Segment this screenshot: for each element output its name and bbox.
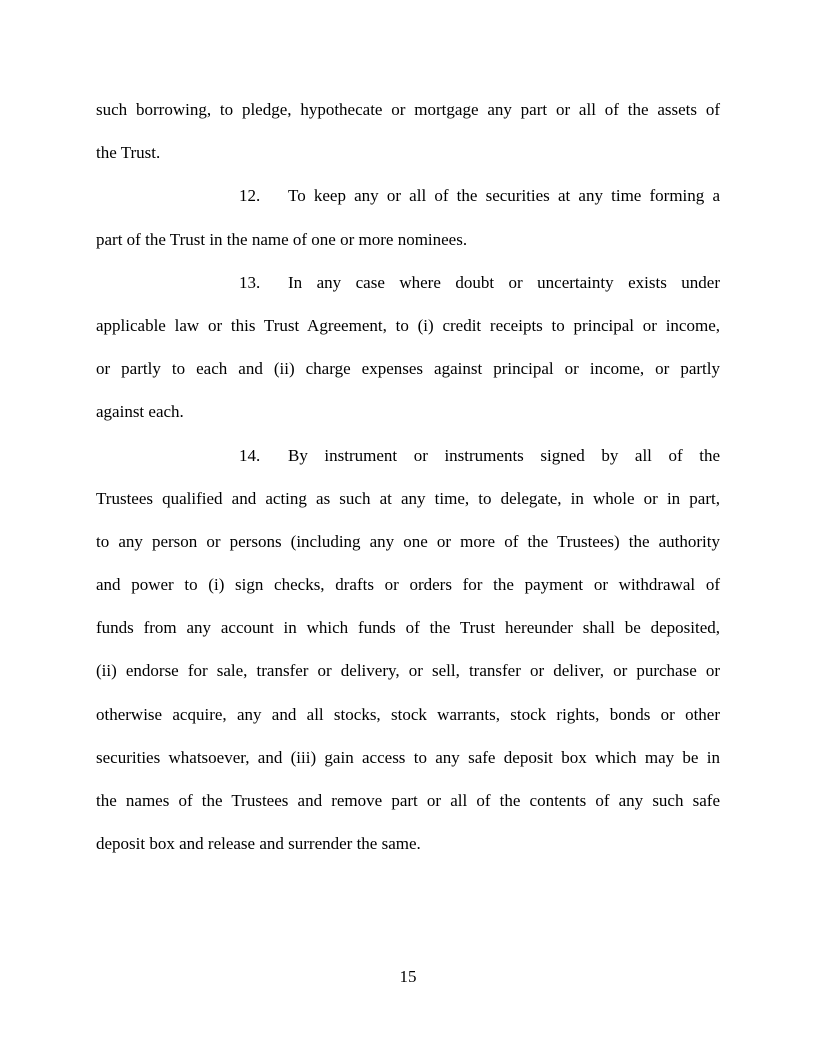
item-12-text: To keep any or all of the securities at any time forming a — [288, 186, 720, 206]
text-line: part of the Trust in the name of one or more nominees. — [96, 229, 468, 249]
text-line: funds from any account in which funds of the Trust hereunder shall be deposited, — [96, 618, 720, 638]
item-13-paragraph — [96, 261, 720, 434]
page-number: 15 — [399, 967, 417, 986]
item-14-text: By instrument or instruments signed by all of the — [288, 445, 720, 465]
item-13-text: In any case where doubt or uncertainty exists under — [288, 272, 720, 292]
text-line: and power to (i) sign checks, drafts or orders for the payment or withdrawal of — [96, 575, 720, 595]
text-line: applicable law or this Trust Agreement, to (i) credit receipts to principal or income, — [96, 315, 720, 335]
item-14-paragraph — [96, 434, 720, 866]
text-line: such borrowing, to pledge, hypothecate or mortgage any part or all of the assets of — [96, 100, 720, 119]
item-12-first-line — [96, 174, 720, 217]
text-line: securities whatsoever, and (iii) gain access to any safe deposit box which may be in — [96, 747, 720, 767]
text-line: the names of the Trustees and remove part or all of the contents of any such safe — [96, 791, 720, 810]
text-line: to any person or persons (including any one or more of the Trustees) the authority — [96, 531, 720, 551]
item-12-paragraph — [96, 174, 720, 260]
text-line: deposit box and release and surrender the same. — [96, 834, 421, 854]
continuation-paragraph — [96, 88, 720, 174]
item-14-number: 14. — [239, 445, 261, 465]
text-line: Trustees qualified and acting as such at any time, to delegate, in whole or in part, — [96, 488, 720, 508]
text-line: (ii) endorse for sale, transfer or delivery, or sell, transfer or deliver, or purchase or — [96, 661, 720, 681]
item-14-first-line — [96, 434, 720, 477]
item-13-first-line — [96, 261, 720, 304]
item-13-number: 13. — [239, 272, 261, 292]
document-page — [96, 88, 720, 865]
text-line: or partly to each and (ii) charge expenses against principal or income, or partly — [96, 359, 720, 379]
item-12-number: 12. — [239, 186, 261, 206]
text-line: the Trust. — [96, 143, 161, 163]
text-line: otherwise acquire, any and all stocks, stock warrants, stock rights, bonds or other — [96, 704, 720, 724]
text-line: against each. — [96, 402, 184, 422]
